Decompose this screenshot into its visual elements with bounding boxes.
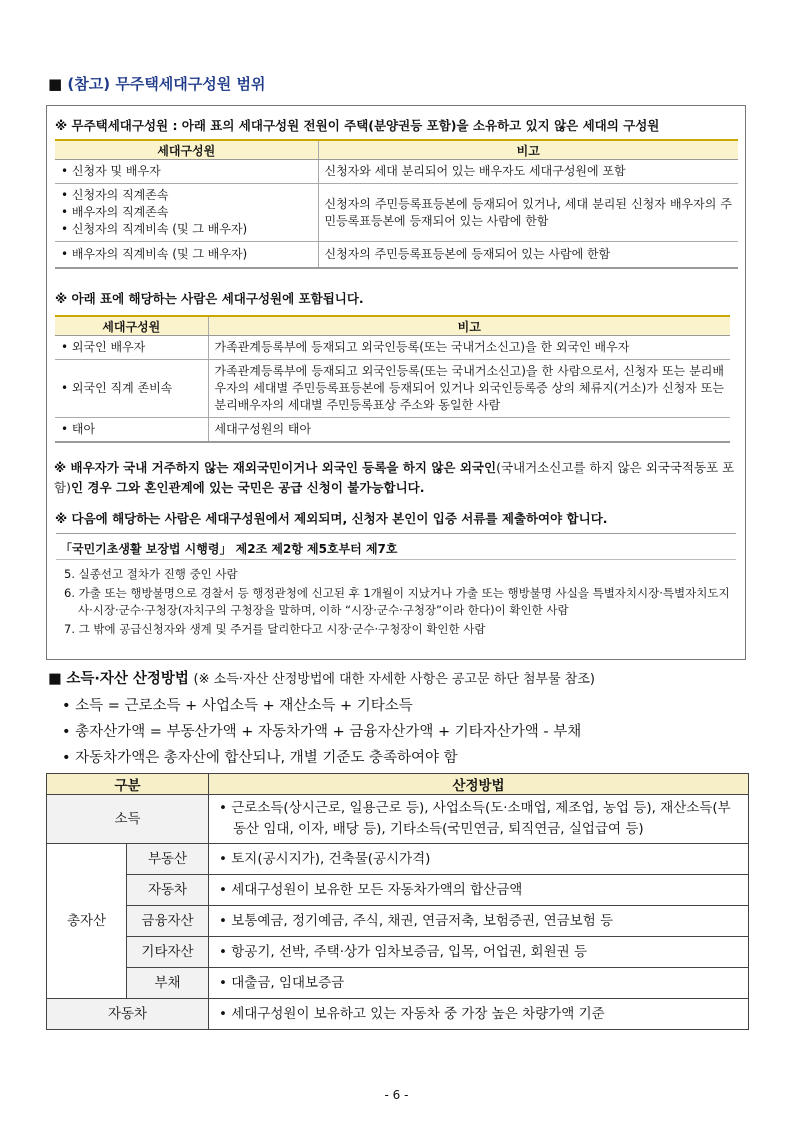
list-item: 7. 그 밖에 공급신청자와 생계 및 주거를 달리한다고 시장·군수·구청장이 확인한 사람 [64, 622, 486, 636]
note-excluded-members: ※ 다음에 해당하는 사람은 세대구성원에서 제외되며, 신청자 본인이 입증 서류를 제출하여야 합니다. [55, 511, 608, 526]
remark-cell: 세대구성원의 태아 [208, 418, 730, 442]
section-title-income [48, 667, 595, 688]
category-car: 자동차 [47, 999, 209, 1030]
section-title-text: 소득·자산 산정방법 [66, 671, 189, 687]
table-row [47, 968, 749, 999]
table-row [47, 875, 749, 906]
method-cell: • 세대구성원이 보유한 모든 자동차가액의 합산금액 [209, 875, 749, 906]
income-asset-table [46, 773, 749, 1030]
table-row [47, 906, 749, 937]
formula-car-note: • 자동차가액은 총자산에 합산되나, 개별 기준도 충족하여야 함 [62, 750, 458, 766]
foreign-member-table [55, 315, 730, 443]
note-spouse-abroad: ※ 배우자가 국내 거주하지 않는 재외국민이거나 외국인 등록을 하지 않은 외국인(국내거소신고를 하지 않은 외국국적동포 포함)인 경우 그와 혼인관계에 있는 국민은 공급 신청이 불가능합니다. [54, 460, 735, 495]
remark-cell: 신청자의 주민등록표등본에 등재되어 있거나, 세대 분리된 신청자 배우자의 주민등록표등본에 등재되어 있는 사람에 한함 [318, 184, 738, 242]
square-bullet: ■ [48, 671, 62, 687]
note-homeless-definition: ※ 무주택세대구성원 : 아래 표의 세대구성원 전원이 주택(분양권등 포함)을 소유하고 있지 않은 세대의 구성원 [55, 118, 660, 133]
decree-list [64, 566, 736, 640]
section-subtitle: (※ 소득·자산 산정방법에 대한 자세한 사항은 공고문 하단 첨부물 참조) [193, 672, 595, 687]
header-member: 세대구성원 [55, 140, 318, 160]
method-cell: • 대출금, 임대보증금 [209, 968, 749, 999]
subcategory-cell: 기타자산 [127, 937, 209, 968]
table-row [47, 844, 749, 875]
category-total-assets: 총자산 [47, 844, 127, 999]
member-cell: • 신청자 및 배우자 [55, 160, 318, 184]
header-method: 산정방법 [209, 774, 749, 795]
table-row [47, 795, 749, 844]
method-cell: • 토지(공시지가), 건축물(공시가격) [209, 844, 749, 875]
method-cell: • 보통예금, 정기예금, 주식, 채권, 연금저축, 보험증권, 연금보험 등 [209, 906, 749, 937]
method-cell: • 항공기, 선박, 주택·상가 임차보증금, 입목, 어업권, 회원권 등 [209, 937, 749, 968]
subcategory-cell: 금융자산 [127, 906, 209, 937]
household-member-table [55, 139, 738, 269]
table-header-row [55, 316, 730, 336]
table-row [55, 418, 730, 442]
divider [56, 533, 736, 534]
member-cell: • 배우자의 직계비속 (및 그 배우자) [55, 242, 318, 268]
table-row [47, 999, 749, 1030]
member-cell: • 신청자의 직계존속 • 배우자의 직계존속 • 신청자의 직계비속 (및 그 배우자) [55, 184, 318, 242]
note-included-members: ※ 아래 표에 해당하는 사람은 세대구성원에 포함됩니다. [55, 291, 364, 306]
header-remark: 비고 [318, 140, 738, 160]
list-item: 6. 가출 또는 행방불명으로 경찰서 등 행정관청에 신고된 후 1개월이 지났거나 가출 또는 행방불명 사실을 특별자치시장·특별자치도지사·시장·군수·구청장(자치구의 구청장을 말하며, 이하 “시장·군수·구청장”이라 한다)이 확인한 사람 [64, 586, 730, 617]
header-remark: 비고 [208, 316, 730, 336]
member-cell: • 외국인 배우자 [55, 336, 208, 360]
table-row [47, 937, 749, 968]
table-header-row [47, 774, 749, 795]
table-row [55, 160, 738, 184]
table-row [55, 242, 738, 268]
table-header-row [55, 140, 738, 160]
header-member: 세대구성원 [55, 316, 208, 336]
member-cell: • 태아 [55, 418, 208, 442]
remark-cell: 가족관계등록부에 등재되고 외국인등록(또는 국내거소신고)을 한 사람으로서, 신청자 또는 분리배우자의 세대별 주민등록표등본에 등재되어 있거나 외국인등록증 상의 체류지(거소)가 신청자 또는 분리배우자의 세대별 주민등록표상 주소와 동일한 사람 [208, 360, 730, 418]
section-title-text: (참고) 무주택세대구성원 범위 [67, 75, 266, 93]
section-title-homeless [48, 73, 265, 94]
header-category: 구분 [47, 774, 209, 795]
list-item: 5. 실종선고 절차가 진행 중인 사람 [64, 567, 238, 581]
divider [56, 559, 736, 560]
table-row [55, 360, 730, 418]
category-income: 소득 [47, 795, 209, 844]
method-cell: • 세대구성원이 보유하고 있는 자동차 중 가장 높은 차량가액 기준 [209, 999, 749, 1030]
table-row [55, 184, 738, 242]
square-bullet: ■ [48, 75, 63, 93]
subcategory-cell: 부채 [127, 968, 209, 999]
page-number: - 6 - [384, 1088, 409, 1102]
member-cell: • 외국인 직계 존비속 [55, 360, 208, 418]
table-row [55, 336, 730, 360]
remark-cell: 신청자의 주민등록표등본에 등재되어 있는 사람에 한함 [318, 242, 738, 268]
method-cell: • 근로소득(상시근로, 일용근로 등), 사업소득(도·소매업, 제조업, 농업 등), 재산소득(부동산 임대, 이자, 배당 등), 기타소득(국민연금, 퇴직연금, 실업급여 등) [209, 795, 749, 844]
formula-income: • 소득 = 근로소득 + 사업소득 + 재산소득 + 기타소득 [62, 698, 413, 714]
formula-total-assets: • 총자산가액 = 부동산가액 + 자동차가액 + 금융자산가액 + 기타자산가액 - 부채 [62, 724, 582, 740]
subcategory-cell: 부동산 [127, 844, 209, 875]
remark-cell: 신청자와 세대 분리되어 있는 배우자도 세대구성원에 포함 [318, 160, 738, 184]
subcategory-cell: 자동차 [127, 875, 209, 906]
decree-title: 「국민기초생활 보장법 시행령」 제2조 제2항 제5호부터 제7호 [60, 542, 398, 556]
remark-cell: 가족관계등록부에 등재되고 외국인등록(또는 국내거소신고)을 한 외국인 배우자 [208, 336, 730, 360]
